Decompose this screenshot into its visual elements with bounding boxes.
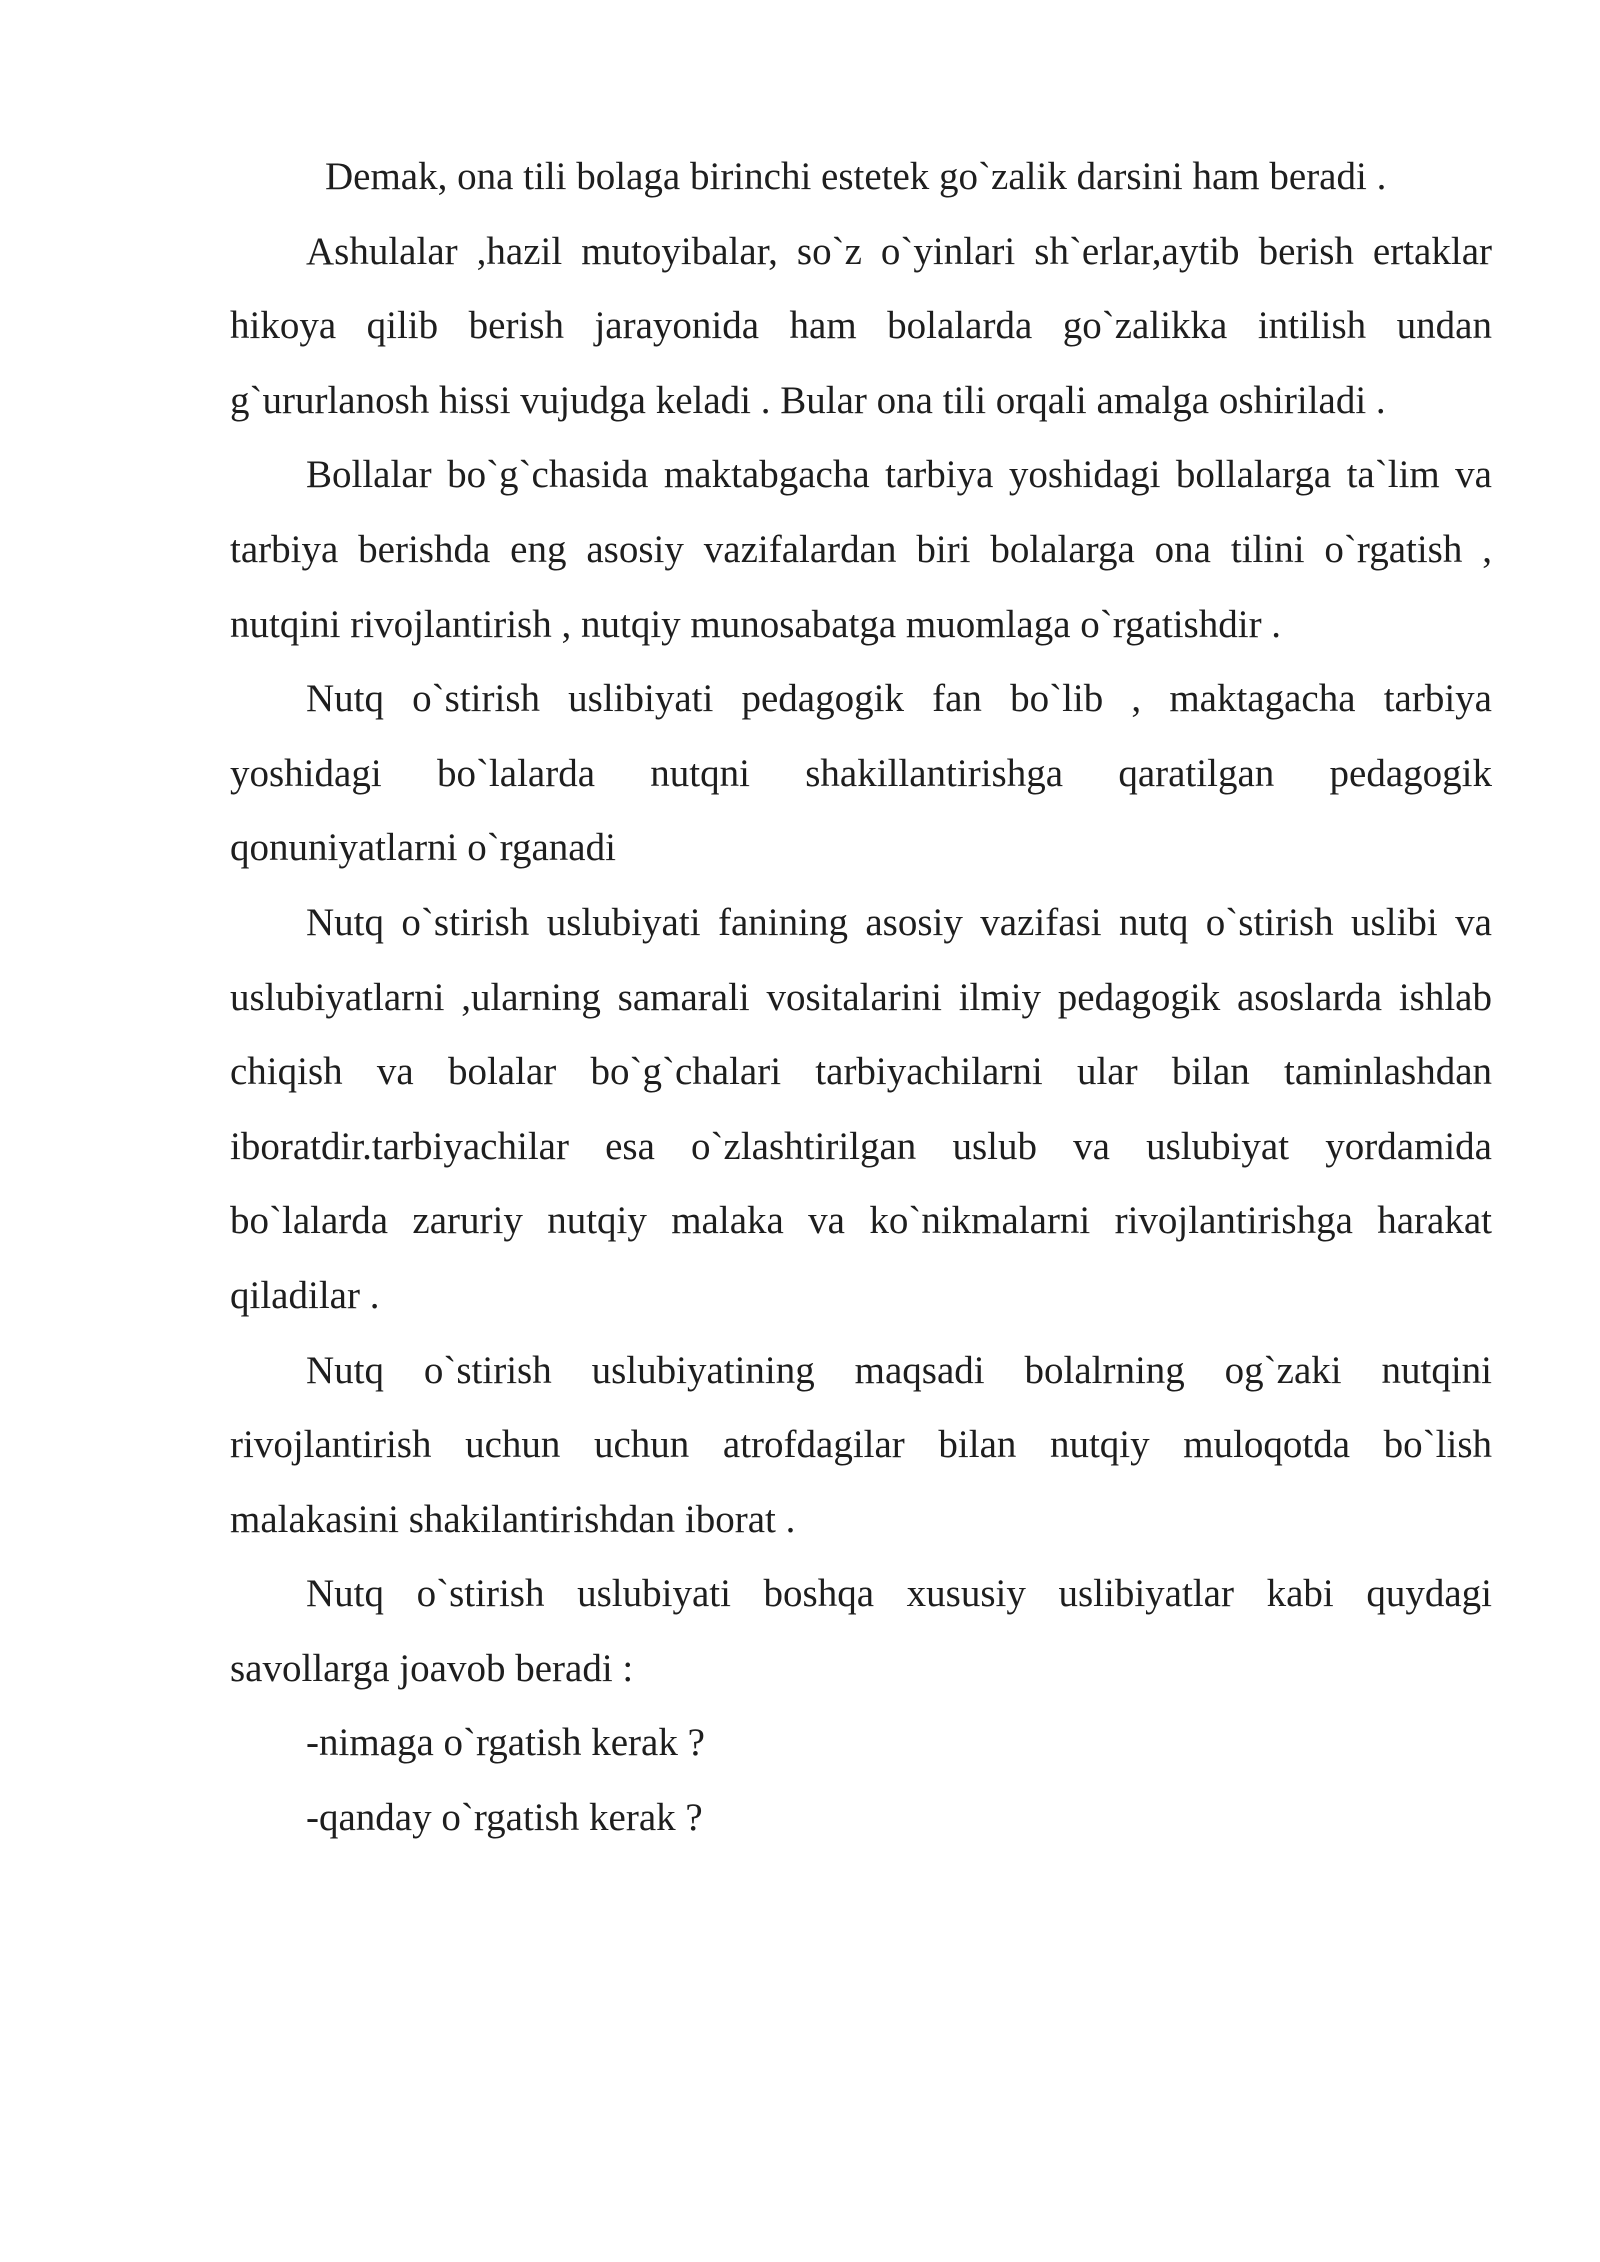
- paragraph-methodology-questions: Nutq o`stirish uslubiyati boshqa xususiy uslibiyatlar kabi quydagi savollarga joavob beradi :: [230, 1572, 1492, 1690]
- list-item-how-to-teach: -qanday o`rgatish kerak ?: [306, 1796, 703, 1840]
- list-item-what-to-teach: -nimaga o`rgatish kerak ?: [306, 1721, 705, 1765]
- document-page: [230, 140, 1492, 1856]
- paragraph-aesthetic-lesson: Demak, ona tili bolaga birinchi estetek go`zalik darsini ham beradi .: [325, 155, 1387, 198]
- paragraph-methodology-task: Nutq o`stirish uslubiyati fanining asosiy vazifasi nutq o`stirish uslibi va uslubiyatlarni ,ularning samarali vositalarini ilmiy pedagogik asoslarda ishlab chiqish va bolalar bo`g`chalari tarbiyachilarni ular bilan taminlashdan iboratdir.tarbiyachilar esa o`zlashtirilgan uslub va uslubiyat yordamida bo`lalarda zaruriy nutqiy malaka va ko`nikmalarni rivojlantirishga harakat qiladilar .: [230, 900, 1492, 1317]
- paragraph-kindergarten-tasks: Bollalar bo`g`chasida maktabgacha tarbiya yoshidagi bollalarga ta`lim va tarbiya berishda eng asosiy vazifalardan biri bolalarga ona tilini o`rgatish , nutqini rivojlantirish , nutqiy munosabatga muomlaga o`rgatishdir .: [230, 453, 1492, 646]
- paragraph-songs-and-tales: Ashulalar ,hazil mutoyibalar, so`z o`yinlari sh`erlar,aytib berish ertaklar hikoya qilib berish jarayonida ham bolalarda go`zalikka intilish undan g`ururlanosh hissi vujudga keladi . Bular ona tili orqali amalga oshiriladi .: [230, 229, 1492, 422]
- paragraph-methodology-goal: Nutq o`stirish uslubiyatining maqsadi bolalrning og`zaki nutqini rivojlantirish uchun uchun atrofdagilar bilan nutqiy muloqotda bo`lish malakasini shakilantirishdan iborat .: [230, 1348, 1492, 1541]
- paragraph-methodology-definition: Nutq o`stirish uslibiyati pedagogik fan bo`lib , maktagacha tarbiya yoshidagi bo`lalarda nutqni shakillantirishga qaratilgan pedagogik qonuniyatlarni o`rganadi: [230, 677, 1492, 870]
